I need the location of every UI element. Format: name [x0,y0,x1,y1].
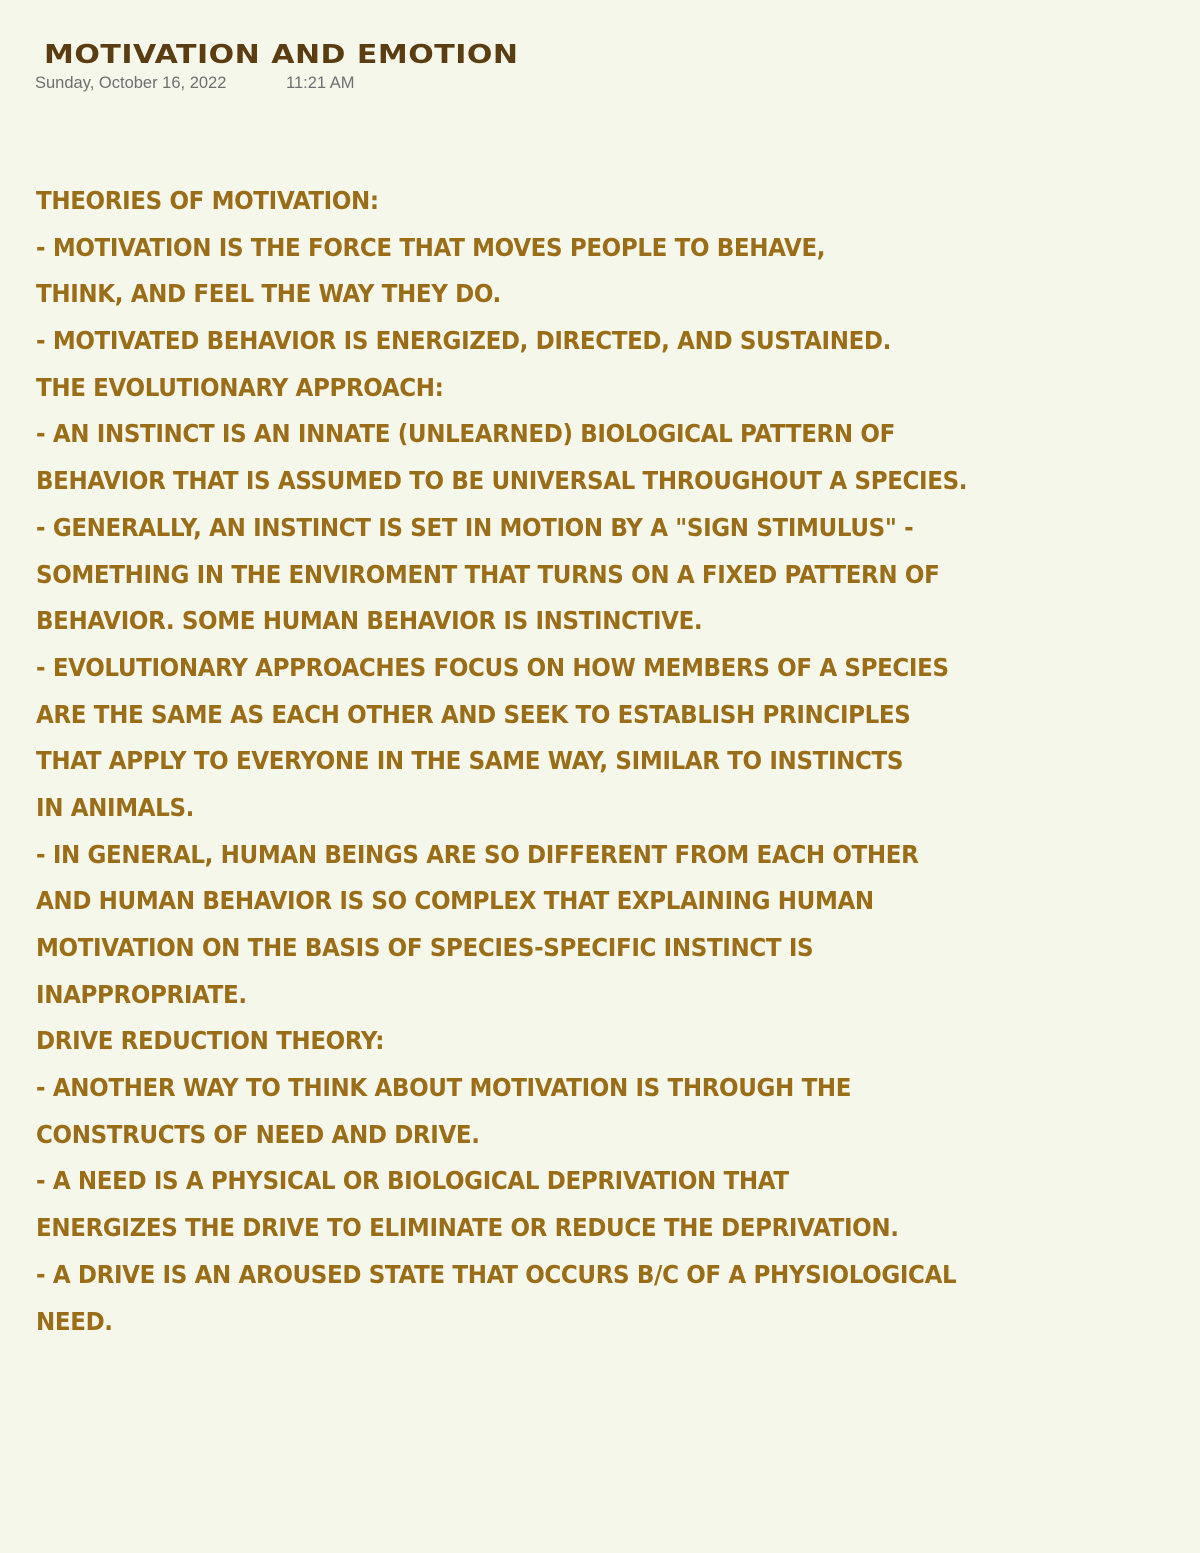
note-line: THAT APPLY TO EVERYONE IN THE SAME WAY, SIMILAR TO INSTINCTS [36,746,904,776]
note-line: MOTIVATION ON THE BASIS OF SPECIES-SPECIFIC INSTINCT IS [36,933,814,962]
note-line: ARE THE SAME AS EACH OTHER AND SEEK TO ESTABLISH PRINCIPLES [36,699,911,729]
note-line: THINK, AND FEEL THE WAY THEY DO. [36,279,501,309]
note-line: CONSTRUCTS OF NEED AND DRIVE. [36,1119,480,1149]
note-line: THEORIES OF MOTIVATION: [36,186,379,215]
note-line: - GENERALLY, AN INSTINCT IS SET IN MOTION BY A "SIGN STIMULUS" - [36,512,914,542]
note-line: - AN INSTINCT IS AN INNATE (UNLEARNED) BIOLOGICAL PATTERN OF [36,419,895,449]
note-line: - MOTIVATED BEHAVIOR IS ENERGIZED, DIRECTED, AND SUSTAINED. [36,326,892,356]
note-line: - ANOTHER WAY TO THINK ABOUT MOTIVATION IS THROUGH THE [36,1073,852,1103]
note-line: INAPPROPRIATE. [36,979,247,1009]
page-title[interactable]: MOTIVATION AND EMOTION [44,40,519,70]
note-date: Sunday, October 16, 2022 [35,74,227,92]
note-line: ENERGIZES THE DRIVE TO ELIMINATE OR REDUCE THE DEPRIVATION. [36,1213,899,1243]
note-line: AND HUMAN BEHAVIOR IS SO COMPLEX THAT EXPLAINING HUMAN [36,886,874,916]
note-time: 11:21 AM [286,74,355,92]
note-line: BEHAVIOR THAT IS ASSUMED TO BE UNIVERSAL THROUGHOUT A SPECIES. [36,466,968,496]
note-line: THE EVOLUTIONARY APPROACH: [36,372,444,402]
note-line: - IN GENERAL, HUMAN BEINGS ARE SO DIFFERENT FROM EACH OTHER [36,839,919,869]
note-line: - A DRIVE IS AN AROUSED STATE THAT OCCURS B/C OF A PHYSIOLOGICAL [36,1259,957,1289]
note-line: BEHAVIOR. SOME HUMAN BEHAVIOR IS INSTINCTIVE. [36,606,703,636]
handwritten-notes[interactable] [36,178,968,1345]
note-line: NEED. [36,1306,113,1336]
note-line: DRIVE REDUCTION THEORY: [36,1026,385,1056]
note-line: - A NEED IS A PHYSICAL OR BIOLOGICAL DEPRIVATION THAT [36,1166,789,1196]
note-line: - MOTIVATION IS THE FORCE THAT MOVES PEOPLE TO BEHAVE, [36,232,826,262]
note-line: IN ANIMALS. [36,792,195,822]
note-line: SOMETHING IN THE ENVIROMENT THAT TURNS ON A FIXED PATTERN OF [36,559,940,589]
note-line: - EVOLUTIONARY APPROACHES FOCUS ON HOW MEMBERS OF A SPECIES [36,652,949,682]
